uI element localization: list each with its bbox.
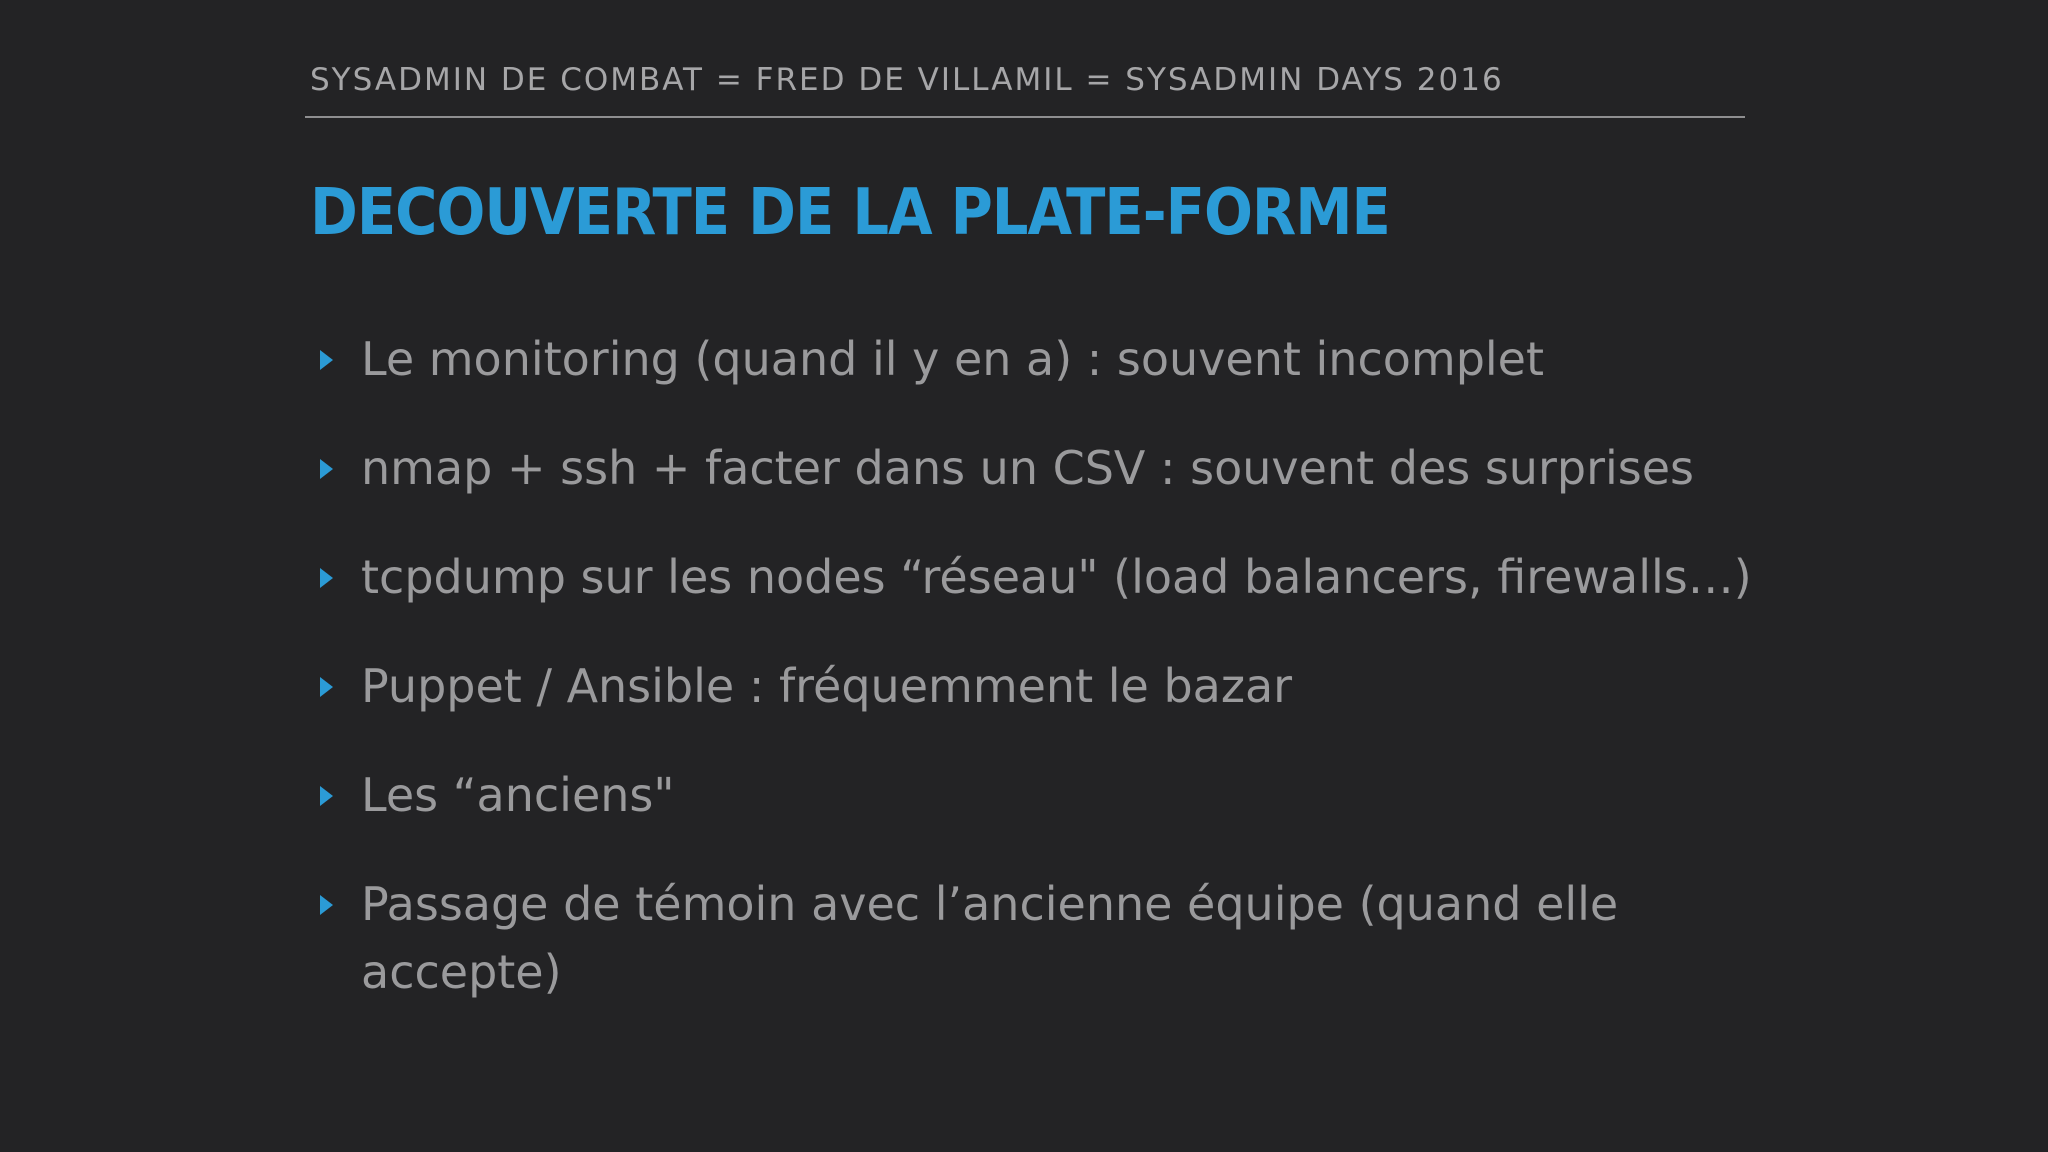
triangle-bullet-icon — [320, 677, 333, 697]
bullet-text: Les “anciens" — [361, 768, 675, 822]
bullet-list — [310, 325, 1760, 1047]
bullet-text: Le monitoring (quand il y en a) : souvent incomplet — [361, 332, 1545, 386]
bullet-item — [310, 325, 1760, 393]
triangle-bullet-icon — [320, 568, 333, 588]
triangle-bullet-icon — [320, 786, 333, 806]
bullet-item — [310, 434, 1760, 502]
bullet-item — [310, 652, 1760, 720]
slide-header: SYSADMIN DE COMBAT = FRED DE VILLAMIL = SYSADMIN DAYS 2016 — [310, 62, 1504, 98]
bullet-text: Passage de témoin avec l’ancienne équipe (quand elle accepte) — [361, 877, 1619, 999]
bullet-text: Puppet / Ansible : fréquemment le bazar — [361, 659, 1293, 713]
triangle-bullet-icon — [320, 459, 333, 479]
bullet-text: tcpdump sur les nodes “réseau" (load balancers, firewalls…) — [361, 550, 1752, 604]
bullet-text: nmap + ssh + facter dans un CSV : souvent des surprises — [361, 441, 1694, 495]
slide-title: DECOUVERTE DE LA PLATE-FORME — [310, 176, 1390, 250]
bullet-item — [310, 761, 1760, 829]
bullet-item — [310, 543, 1760, 611]
bullet-item — [310, 870, 1760, 1006]
triangle-bullet-icon — [320, 895, 333, 915]
header-divider — [305, 116, 1745, 118]
triangle-bullet-icon — [320, 350, 333, 370]
